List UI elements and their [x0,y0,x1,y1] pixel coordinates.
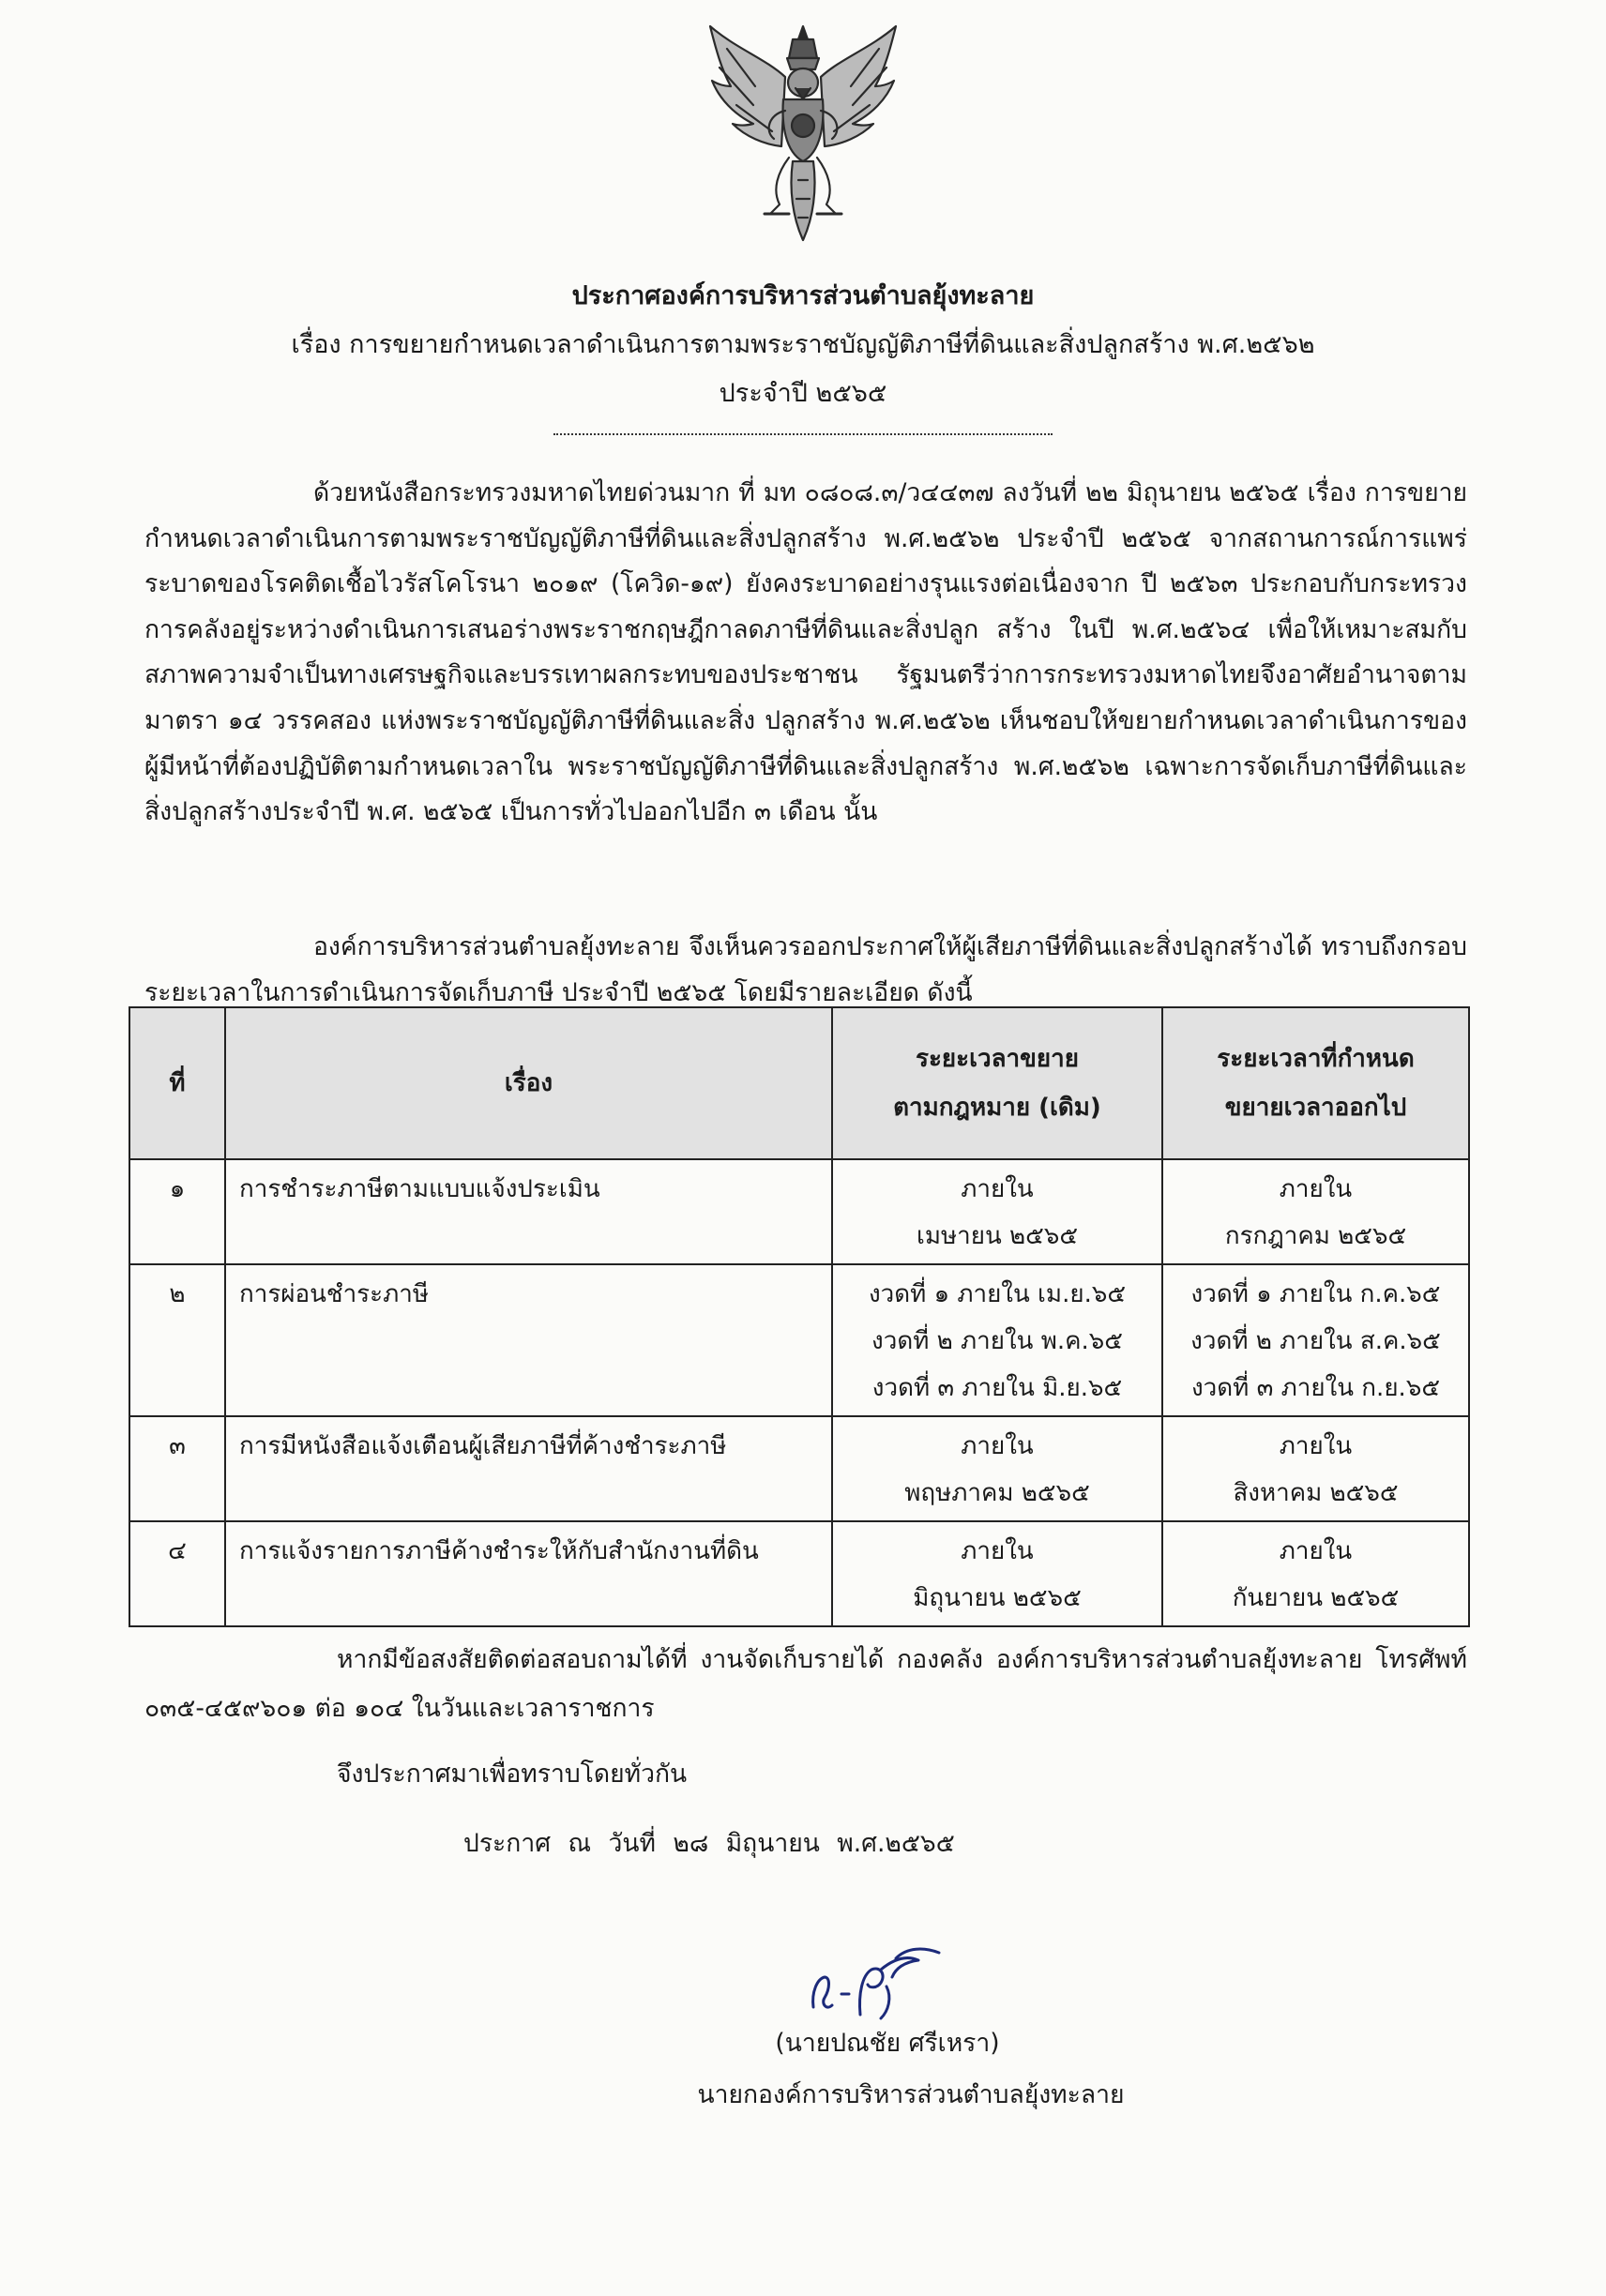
row-no: ๔ [129,1521,225,1626]
handwritten-signature [802,1941,952,2026]
header-new-line2: ขยายเวลาออกไป [1224,1094,1407,1122]
row-old-period [832,1159,1162,1264]
table-row [129,1416,1469,1521]
row-old-line: ภายใน [961,1537,1034,1565]
schedule-table [129,1006,1470,1627]
row-new-line: กรกฎาคม ๒๕๖๕ [1224,1222,1407,1250]
dotted-divider [553,433,1053,435]
row-no: ๓ [129,1416,225,1521]
header-subject: เรื่อง [225,1007,832,1159]
signer-name: (นายปณชัย ศรีเหรา) [775,2029,1000,2058]
row-old-line: มิถุนายน ๒๕๖๕ [913,1584,1082,1612]
row-old-line: งวดที่ ๑ ภายใน เม.ย.๖๕ [868,1280,1127,1308]
row-old-period [832,1521,1162,1626]
row-new-line: ภายใน [1279,1432,1353,1460]
header-no: ที่ [129,1007,225,1159]
row-new-period [1162,1159,1469,1264]
table-row [129,1521,1469,1626]
row-new-period [1162,1264,1469,1416]
signer-position: นายกองค์การบริหารส่วนตำบลยุ้งทะลาย [697,2080,1125,2109]
row-old-line: พฤษภาคม ๒๕๖๕ [904,1479,1090,1507]
row-old-line: งวดที่ ๒ ภายใน พ.ค.๖๕ [871,1327,1123,1355]
header-new-line1: ระยะเวลาที่กำหนด [1217,1045,1415,1073]
table-row [129,1159,1469,1264]
closing-line: จึงประกาศมาเพื่อทราบโดยทั่วกัน [337,1760,688,1789]
row-new-line: สิงหาคม ๒๕๖๕ [1233,1479,1399,1507]
row-old-period [832,1264,1162,1416]
row-old-period [832,1416,1162,1521]
table-header-row [129,1007,1469,1159]
row-old-line: เมษายน ๒๕๖๕ [916,1222,1079,1250]
row-subject: การมีหนังสือแจ้งเตือนผู้เสียภาษีที่ค้างชำระภาษี [225,1416,832,1521]
announcement-year: ประจำปี ๒๕๖๕ [719,379,887,408]
row-new-line: ภายใน [1279,1175,1353,1203]
garuda-emblem-icon [699,21,907,255]
announcement-subject: เรื่อง การขยายกำหนดเวลาดำเนินการตามพระราชบัญญัติภาษีที่ดินและสิ่งปลูกสร้าง พ.ศ.๒๕๖๒ [291,330,1315,359]
contact-paragraph: หากมีข้อสงสัยติดต่อสอบถามได้ที่ งานจัดเก็บรายได้ กองคลัง องค์การบริหารส่วนตำบลยุ้งทะลาย โทรศัพท์ ๐๓๕-๔๕๙๖๐๑ ต่อ ๑๐๔ ในวันและเวลาราชการ [144,1645,1467,1723]
header-old-line2: ตามกฎหมาย (เดิม) [893,1094,1101,1122]
row-no: ๑ [129,1159,225,1264]
row-new-period [1162,1521,1469,1626]
announcement-date: ประกาศ ณ วันที่ ๒๘ มิถุนายน พ.ศ.๒๕๖๕ [463,1829,955,1858]
row-old-line: ภายใน [961,1175,1034,1203]
row-new-line: ภายใน [1279,1537,1353,1565]
row-new-period [1162,1416,1469,1521]
header-old-period [832,1007,1162,1159]
body-paragraph-1: ด้วยหนังสือกระทรวงมหาดไทยด่วนมาก ที่ มท ๐๘๐๘.๓/ว๔๔๓๗ ลงวันที่ ๒๒ มิถุนายน ๒๕๖๕ เรื่อง การขยายกำหนดเวลาดำเนินการตามพระราชบัญญัติภาษีที่ดินและสิ่งปลูกสร้าง พ.ศ.๒๕๖๒ ประจำปี ๒๕๖๕ จากสถานการณ์การแพร่ระบาดของโรคติดเชื้อไวรัสโคโรนา ๒๐๑๙ (โควิด-๑๙) ยังคงระบาดอย่างรุนแรงต่อเนื่องจาก ปี ๒๕๖๓ ประกอบกับกระทรวงการคลังอยู่ระหว่างดำเนินการเสนอร่างพระราชกฤษฎีกาลดภาษีที่ดินและสิ่งปลูก สร้าง ในปี พ.ศ.๒๕๖๔ เพื่อให้เหมาะสมกับสภาพความจำเป็นทางเศรษฐกิจและบรรเทาผลกระทบของประชาชน รัฐมนตรีว่าการกระทรวงมหาดไทยจึงอาศัยอำนาจตามมาตรา ๑๔ วรรคสอง แห่งพระราชบัญญัติภาษีที่ดินและสิ่ง ปลูกสร้าง พ.ศ.๒๕๖๒ เห็นชอบให้ขยายกำหนดเวลาดำเนินการของผู้มีหน้าที่ต้องปฏิบัติตามกำหนดเวลาใน พระราชบัญญัติภาษีที่ดินและสิ่งปลูกสร้าง พ.ศ.๒๕๖๒ เฉพาะการจัดเก็บภาษีที่ดินและสิ่งปลูกสร้างประจำปี พ.ศ. ๒๕๖๕ เป็นการทั่วไปออกไปอีก ๓ เดือน นั้น [144,478,1467,827]
header-old-line1: ระยะเวลาขยาย [916,1045,1079,1073]
row-subject: การแจ้งรายการภาษีค้างชำระให้กับสำนักงานที่ดิน [225,1521,832,1626]
header-new-period [1162,1007,1469,1159]
row-subject: การผ่อนชำระภาษี [225,1264,832,1416]
table-row [129,1264,1469,1416]
row-subject: การชำระภาษีตามแบบแจ้งประเมิน [225,1159,832,1264]
row-old-line: ภายใน [961,1432,1034,1460]
row-old-line: งวดที่ ๓ ภายใน มิ.ย.๖๕ [871,1374,1123,1402]
row-new-line: กันยายน ๒๕๖๕ [1232,1584,1400,1612]
row-no: ๒ [129,1264,225,1416]
row-new-line: งวดที่ ๓ ภายใน ก.ย.๖๕ [1190,1374,1440,1402]
row-new-line: งวดที่ ๒ ภายใน ส.ค.๖๕ [1190,1327,1441,1355]
body-paragraph-2: องค์การบริหารส่วนตำบลยุ้งทะลาย จึงเห็นควรออกประกาศให้ผู้เสียภาษีที่ดินและสิ่งปลูกสร้างได้ ทราบถึงกรอบระยะเวลาในการดำเนินการจัดเก็บภาษี ประจำปี ๒๕๖๕ โดยมีรายละเอียด ดังนี้ [144,932,1467,1007]
row-new-line: งวดที่ ๑ ภายใน ก.ค.๖๕ [1190,1280,1441,1308]
announcement-title: ประกาศองค์การบริหารส่วนตำบลยุ้งทะลาย [571,281,1035,310]
